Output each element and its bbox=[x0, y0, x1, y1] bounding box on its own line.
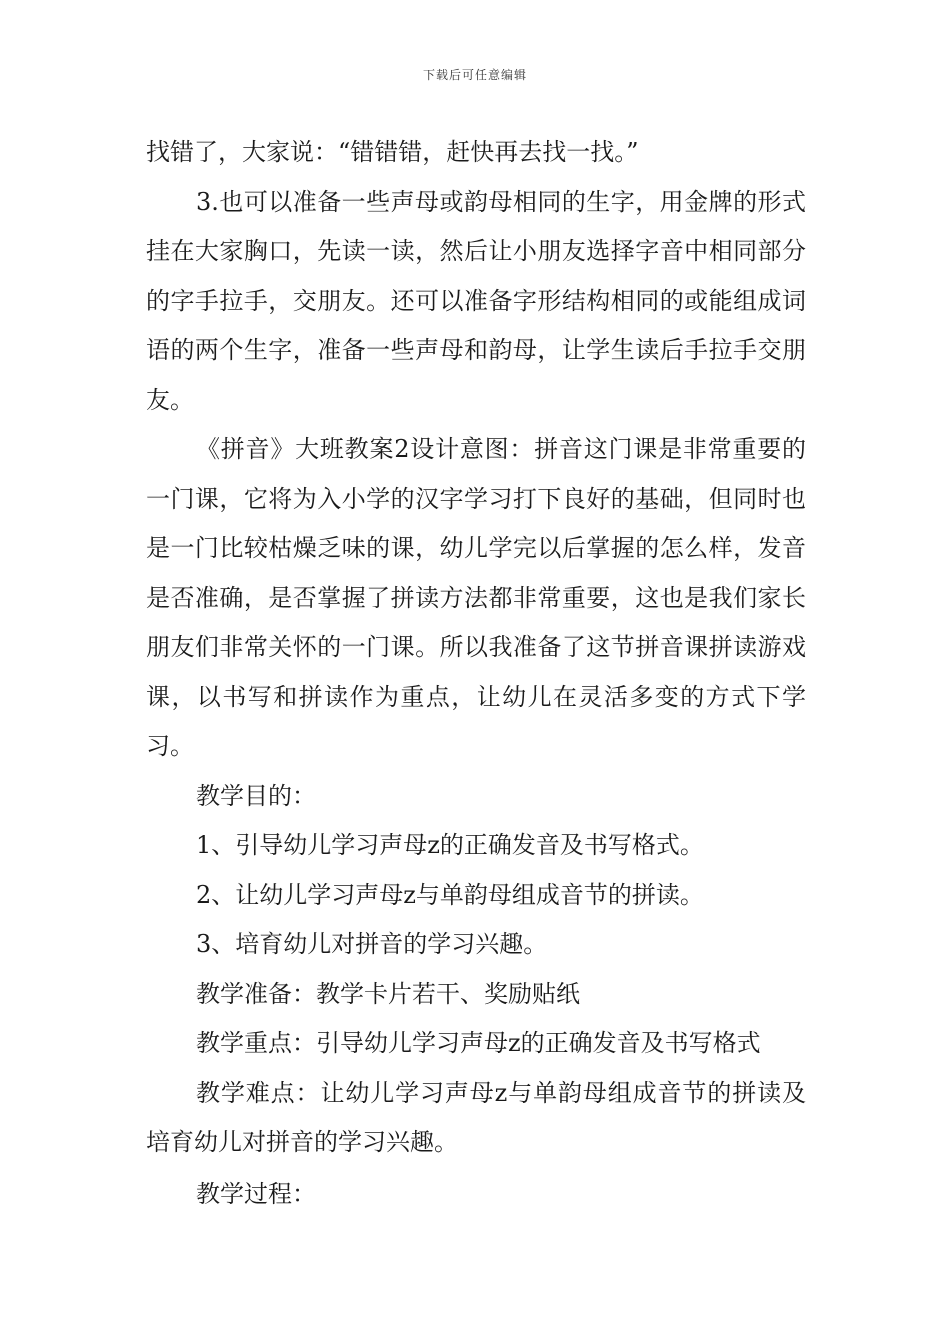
page-header-note: 下载后可任意编辑 bbox=[422, 68, 527, 82]
heading-teaching-process: 教学过程： bbox=[196, 1179, 316, 1208]
teaching-key-point: 教学重点：引导幼儿学习声母z的正确发音及书写格式 bbox=[196, 1029, 761, 1057]
paragraph-activity-3: 3.也可以准备一些声母或韵母相同的生字，用金牌的形式挂在大家胸口，先读一读，然后让小朋友选择字音中相同部分的字手拉手，交朋友。还可以准备字形结构相同的或能组成词语的两个生字，准备一些声母和韵母，让学生读后手拉手交朋友。 bbox=[146, 187, 806, 414]
paragraph-continuation: 找错了，大家说：“错错错，赶快再去找一找。” bbox=[146, 138, 639, 166]
teaching-preparation: 教学准备：教学卡片若干、奖励贴纸 bbox=[196, 979, 580, 1008]
teaching-difficulty: 教学难点：让幼儿学习声母z与单韵母组成音节的拼读及培育幼儿对拼音的学习兴趣。 bbox=[146, 1078, 806, 1156]
goal-item-3: 3、培育幼儿对拼音的学习兴趣。 bbox=[196, 930, 548, 958]
heading-teaching-goals: 教学目的： bbox=[196, 781, 316, 810]
document-body bbox=[146, 128, 806, 1219]
goal-item-1: 1、引导幼儿学习声母z的正确发音及书写格式。 bbox=[196, 831, 704, 859]
paragraph-design-intent: 《拼音》大班教案2设计意图：拼音这门课是非常重要的一门课，它将为入小学的汉字学习打下良好的基础，但同时也是一门比较枯燥乏味的课，幼儿学完以后掌握的怎么样，发音是否准确，是否掌握了拼读方法都非常重要，这也是我们家长朋友们非常关怀的一门课。所以我准备了这节拼音课拼读游戏课，以书写和拼读作为重点，让幼儿在灵活多变的方式下学习。 bbox=[146, 435, 806, 760]
goal-item-2: 2、让幼儿学习声母z与单韵母组成音节的拼读。 bbox=[196, 880, 704, 909]
